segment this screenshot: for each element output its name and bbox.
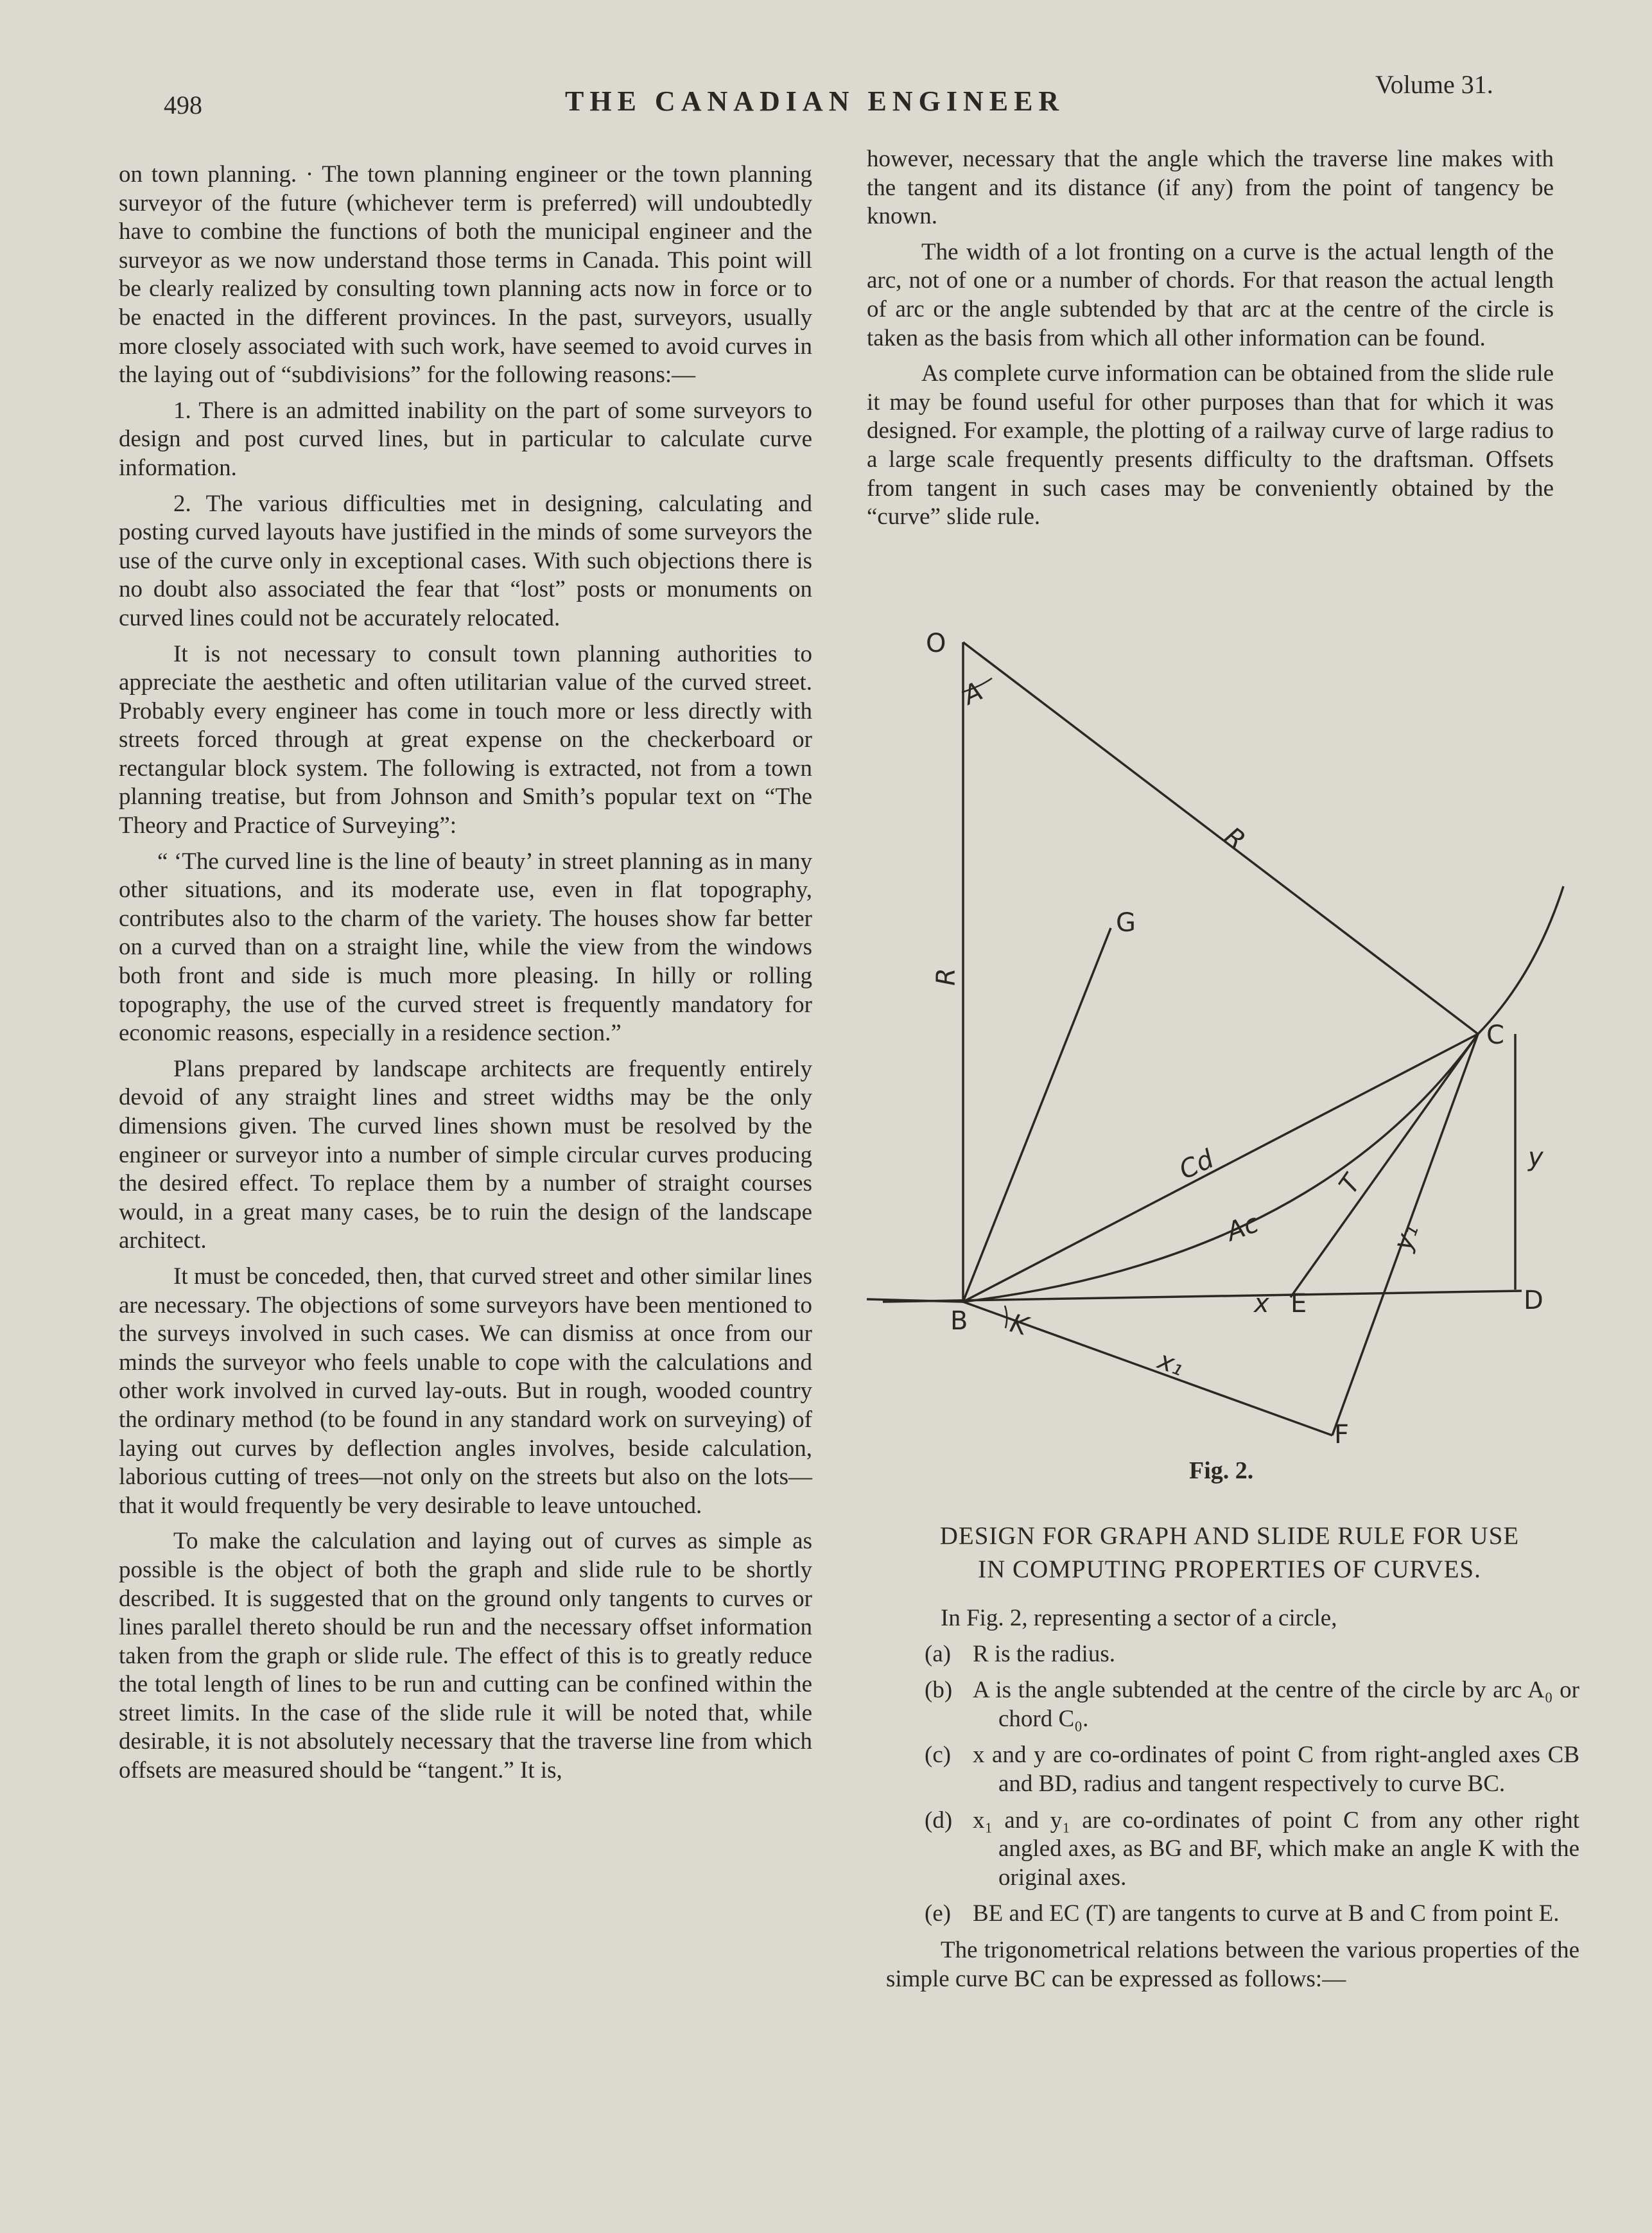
paragraph: In Fig. 2, representing a sector of a circle, [941,1605,1337,1631]
label-F: F [1334,1420,1350,1449]
page-header [0,64,1652,122]
label-R-top: R [1218,821,1251,856]
definition-item [886,1741,1579,1798]
paragraph: on town planning. · The town planning engineer or the town planning surveyor of the future (whichever term is preferred) will undoubtedly have to combine the functions of both the municipal engineer and the surveyor as we now understand those terms in Canada. This point will be clearly realized by consulting town planning acts now in force or to be enacted in the different provinces. In the past, surveyors, usually more closely associated with such work, have seemed to avoid curves in the laying out of “subdivisions” for the following reasons:— [119,161,812,389]
paragraph: The width of a lot fronting on a curve is the actual length of the arc, not of one or a number of chords. For that reason the actual length of arc or the angle subtended by that arc at the centre of the circle is taken as the basis from which all other information can be found. [867,238,1554,351]
axis-BG [963,928,1111,1302]
label-G: G [1116,908,1136,938]
left-column [119,161,812,1792]
paragraph: however, necessary that the angle which the traverse line makes with the tangent and its distance (if any) from the point of tangency be known. [867,146,1554,230]
definition-item [886,1640,1579,1669]
volume-label: Volume 31. [1375,70,1493,99]
label-O: O [926,629,946,658]
section-heading-line: IN COMPUTING PROPERTIES OF CURVES. [978,1555,1481,1583]
label-D: D [1524,1286,1543,1315]
definition-list [886,1640,1579,1929]
label-x1: x₁ [1154,1345,1188,1382]
journal-title: THE CANADIAN ENGINEER [565,85,1065,117]
definition-item [886,1900,1579,1929]
item-text: x and y are co-ordinates of point C from right-angled axes CB and BD, radius and tangent respectively to curve BC. [973,1742,1579,1797]
item-tag: (d) [925,1807,953,1834]
paragraph: Plans prepared by landscape architects are frequently entirely devoid of any straight lines and street widths may be the only dimensions given. The curved lines shown must be resolved by the engineer or surveyor into a number of simple circular curves producing the desired effect. To replace them by a number of straight courses would, in a great many cases, be to ruin the design of the landscape architect. [119,1055,812,1254]
label-K: K [1007,1308,1031,1342]
right-column-bottom [886,1604,1579,2001]
label-y1: y₁ [1387,1220,1425,1254]
paragraph: 2. The various difficulties met in designing, calculating and posting curved layouts have justified in the minds of some surveyors the use of the curve only in exceptional cases. With such objections there is no doubt also associated the fear that “lost” posts or monuments on curved lines could not be accurately relocated. [119,490,812,631]
label-Ac: Ac [1222,1208,1263,1248]
item-tag: (b) [925,1677,953,1704]
paragraph: It is not necessary to consult town planning authorities to appreciate the aesthetic and often utilitarian value of the curved street. Probably every engineer has come in touch more or less directly with streets forced through at great expense on the checkerboard or rectangular block system. The following is extracted, not from a town planning treatise, but from Johnson and Smith’s popular text on “The Theory and Practice of Surveying”: [119,640,812,839]
label-x: x [1254,1289,1269,1318]
curve-diagram-svg [867,617,1586,1464]
paragraph: It must be conceded, then, that curved street and other similar lines are necessary. The objections of some surveyors have been mentioned to the surveys involved in such cases. We can dismiss at once from our minds the surveyor who feels unable to cope with the calculations and other work involved in curved lay-outs. But in rough, wooded country the ordinary method (to be found in any standard work on surveying) of laying out curves by deflection angles involves, beside calculation, laborious cutting of trees—not only on the streets but also on the lots—that it would frequently be very desirable to leave untouched. [119,1263,812,1519]
paragraph: As complete curve information can be obtained from the slide rule it may be found useful for other purposes than that for which it was designed. For example, the plotting of a railway curve of large radius to a large scale frequently presents difficulty to the draftsman. Offsets from tangent in such cases may be conveniently obtained by the “curve” slide rule. [867,360,1554,530]
paragraph: 1. There is an admitted inability on the part of some surveyors to design and post curved lines, but in particular to calculate curve information. [119,397,812,481]
item-text: BE and EC (T) are tangents to curve at B and C from point E. [973,1900,1560,1927]
label-E: E [1291,1289,1307,1318]
curve-diagram [867,617,1586,1464]
paragraph: To make the calculation and laying out of curves as simple as possible is the object of both the graph and slide rule to be shortly described. It is suggested that on the ground only tangents to curves or lines parallel thereto should be run and the necessary offset information taken from the graph or slide rule. The effect of this is to greatly reduce the total length of lines to be run and cutting can be confined within the street limits. In the case of the slide rule it will be noted that, while desirable, it is not absolutely necessary that the traverse line from which offsets are measured should be “tangent.” It is, [119,1528,812,1784]
radius-line-OC [963,642,1478,1034]
label-T: T [1334,1169,1367,1200]
paragraph: The trigonometrical relations between the various properties of the simple curve BC can be expressed as follows:— [886,1936,1579,1992]
quotation: “ ‘The curved line is the line of beauty’ in street planning as in many other situations, and its moderate use, even in flat topography, contributes also to the charm of the variety. The houses show far better on a curved than on a straight line, while the view from the windows both front and side is much more pleasing. In hilly or rolling topography, the use of the curved street is frequently mandatory for economic reasons, especially in a residence section.” [119,848,812,1047]
item-text: R is the radius. [973,1640,1115,1667]
definition-item [886,1807,1579,1893]
curve-extension [1478,886,1563,1034]
definition-item [886,1676,1579,1733]
item-text: x₁ and y₁ are co-ordinates of point C from any other right angled axes, as BG and BF, which make an angle K with the original axes. [973,1807,1579,1891]
label-A: A [959,676,987,711]
section-heading-line: DESIGN FOR GRAPH AND SLIDE RULE FOR USE [939,1522,1520,1550]
label-C: C [1486,1020,1504,1050]
label-Cd: Cd [1174,1144,1219,1186]
figure-caption: Fig. 2. [1189,1457,1254,1484]
section-heading [873,1519,1586,1586]
label-B: B [950,1306,968,1336]
chord-Cd [963,1034,1478,1302]
tangent-EC [1291,1034,1478,1297]
item-text: A is the angle subtended at the centre of the circle by arc A₀ or chord C₀. [973,1677,1579,1732]
item-tag: (a) [925,1640,952,1667]
item-tag: (c) [925,1742,952,1769]
item-tag: (e) [925,1900,952,1927]
label-y: y [1528,1143,1543,1172]
page-number: 498 [164,91,202,119]
right-column-top [867,145,1554,539]
label-R-side: R [932,968,961,986]
